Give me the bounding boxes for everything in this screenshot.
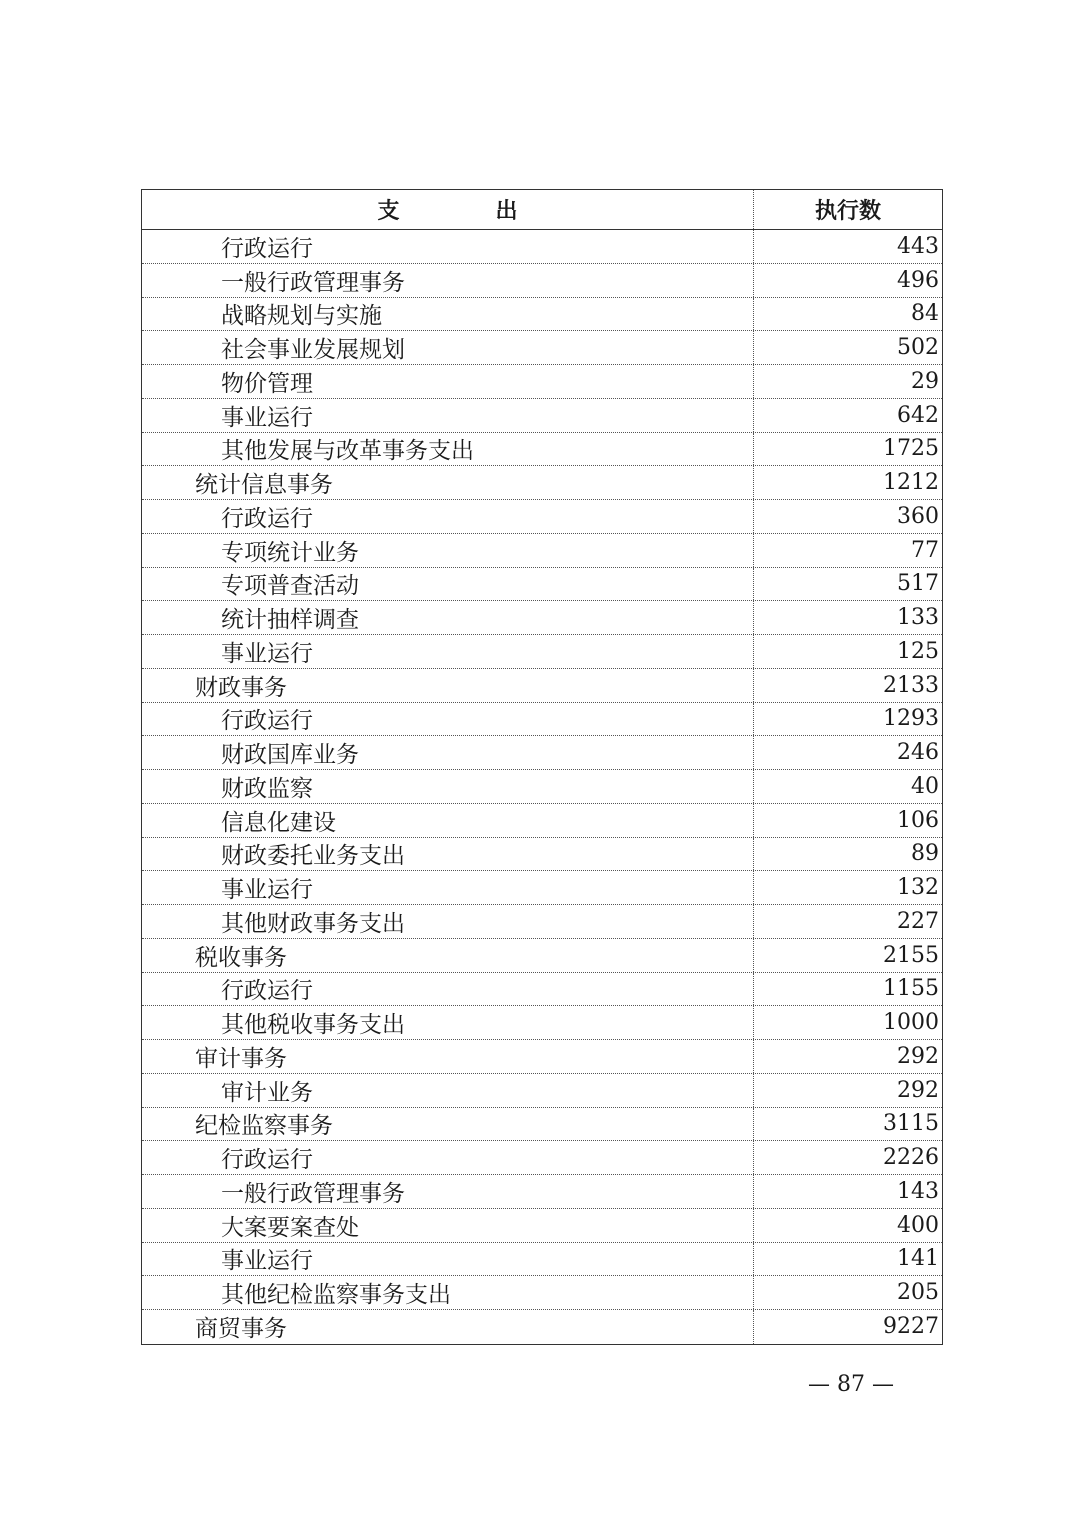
row-item-name: 审计事务 bbox=[142, 1040, 754, 1073]
table-row bbox=[142, 635, 942, 669]
table-row bbox=[142, 264, 942, 298]
header-expenditure-label: 支出 bbox=[377, 199, 614, 224]
table-body bbox=[142, 230, 942, 1344]
row-item-name: 其他财政事务支出 bbox=[142, 905, 754, 938]
row-executed-amount: 496 bbox=[897, 267, 939, 293]
row-executed-amount: 133 bbox=[897, 605, 939, 631]
table-row bbox=[142, 534, 942, 568]
row-executed-amount: 40 bbox=[911, 773, 939, 799]
table-row bbox=[142, 1074, 942, 1108]
row-executed-amount: 2226 bbox=[883, 1145, 939, 1171]
row-executed-amount: 3115 bbox=[883, 1111, 939, 1137]
row-executed-amount: 106 bbox=[897, 807, 939, 833]
row-executed-amount: 227 bbox=[897, 908, 939, 934]
row-item-name: 社会事业发展规划 bbox=[142, 331, 754, 364]
table-row bbox=[142, 1243, 942, 1277]
row-item-name: 审计业务 bbox=[142, 1074, 754, 1107]
table-row bbox=[142, 1276, 942, 1310]
table-row bbox=[142, 1108, 942, 1142]
table-row bbox=[142, 905, 942, 939]
row-item-name: 行政运行 bbox=[142, 973, 754, 1006]
row-executed-amount: 77 bbox=[911, 537, 939, 563]
table-row bbox=[142, 973, 942, 1007]
table-row bbox=[142, 1209, 942, 1243]
table-header-row bbox=[142, 190, 942, 230]
row-executed-amount: 1155 bbox=[883, 976, 939, 1002]
row-executed-amount: 1293 bbox=[883, 706, 939, 732]
page-number: — 87 — bbox=[808, 1372, 894, 1397]
row-item-name: 统计信息事务 bbox=[142, 466, 754, 499]
table-row bbox=[142, 1310, 942, 1344]
expenditure-table bbox=[141, 189, 943, 1345]
table-row bbox=[142, 804, 942, 838]
row-item-name: 一般行政管理事务 bbox=[142, 1175, 754, 1208]
row-executed-amount: 125 bbox=[897, 638, 939, 664]
table-row bbox=[142, 298, 942, 332]
table-row bbox=[142, 1141, 942, 1175]
row-executed-amount: 29 bbox=[911, 368, 939, 394]
row-item-name: 纪检监察事务 bbox=[142, 1108, 754, 1141]
row-executed-amount: 292 bbox=[897, 1077, 939, 1103]
row-item-name: 财政监察 bbox=[142, 770, 754, 803]
header-expenditure bbox=[142, 190, 754, 229]
table-row bbox=[142, 466, 942, 500]
row-executed-amount: 400 bbox=[897, 1212, 939, 1238]
row-item-name: 行政运行 bbox=[142, 703, 754, 736]
row-executed-amount: 1000 bbox=[883, 1010, 939, 1036]
row-item-name: 统计抽样调查 bbox=[142, 601, 754, 634]
row-executed-amount: 141 bbox=[897, 1246, 939, 1272]
table-row bbox=[142, 939, 942, 973]
table-row bbox=[142, 1040, 942, 1074]
row-item-name: 行政运行 bbox=[142, 1141, 754, 1174]
table-row bbox=[142, 1175, 942, 1209]
row-executed-amount: 642 bbox=[897, 402, 939, 428]
table-row bbox=[142, 601, 942, 635]
table-row bbox=[142, 399, 942, 433]
row-item-name: 行政运行 bbox=[142, 230, 754, 263]
row-executed-amount: 1725 bbox=[883, 436, 939, 462]
table-row bbox=[142, 838, 942, 872]
table-row bbox=[142, 433, 942, 467]
row-item-name: 事业运行 bbox=[142, 399, 754, 432]
table-row bbox=[142, 871, 942, 905]
table-row bbox=[142, 770, 942, 804]
row-item-name: 财政委托业务支出 bbox=[142, 838, 754, 871]
row-executed-amount: 2133 bbox=[883, 672, 939, 698]
row-executed-amount: 246 bbox=[897, 740, 939, 766]
row-executed-amount: 89 bbox=[911, 841, 939, 867]
row-item-name: 其他纪检监察事务支出 bbox=[142, 1276, 754, 1309]
row-executed-amount: 517 bbox=[897, 571, 939, 597]
table-row bbox=[142, 1006, 942, 1040]
row-item-name: 其他税收事务支出 bbox=[142, 1006, 754, 1039]
table-row bbox=[142, 331, 942, 365]
table-row bbox=[142, 500, 942, 534]
row-executed-amount: 502 bbox=[897, 335, 939, 361]
table-row bbox=[142, 736, 942, 770]
row-item-name: 一般行政管理事务 bbox=[142, 264, 754, 297]
row-item-name: 专项统计业务 bbox=[142, 534, 754, 567]
row-executed-amount: 360 bbox=[897, 503, 939, 529]
table-row bbox=[142, 669, 942, 703]
row-executed-amount: 292 bbox=[897, 1043, 939, 1069]
row-item-name: 其他发展与改革事务支出 bbox=[142, 433, 754, 466]
header-executed-amount: 执行数 bbox=[814, 199, 881, 224]
row-executed-amount: 143 bbox=[897, 1178, 939, 1204]
row-item-name: 商贸事务 bbox=[142, 1310, 754, 1344]
row-item-name: 战略规划与实施 bbox=[142, 298, 754, 331]
row-item-name: 事业运行 bbox=[142, 635, 754, 668]
row-item-name: 事业运行 bbox=[142, 1243, 754, 1276]
table-row bbox=[142, 230, 942, 264]
table-row bbox=[142, 703, 942, 737]
row-item-name: 大案要案查处 bbox=[142, 1209, 754, 1242]
row-item-name: 物价管理 bbox=[142, 365, 754, 398]
row-executed-amount: 84 bbox=[911, 301, 939, 327]
row-executed-amount: 205 bbox=[897, 1280, 939, 1306]
table-row bbox=[142, 568, 942, 602]
row-item-name: 事业运行 bbox=[142, 871, 754, 904]
row-executed-amount: 1212 bbox=[883, 470, 939, 496]
row-executed-amount: 132 bbox=[897, 875, 939, 901]
row-item-name: 信息化建设 bbox=[142, 804, 754, 837]
row-executed-amount: 443 bbox=[897, 233, 939, 259]
row-item-name: 专项普查活动 bbox=[142, 568, 754, 601]
row-item-name: 财政事务 bbox=[142, 669, 754, 702]
row-item-name: 税收事务 bbox=[142, 939, 754, 972]
table-row bbox=[142, 365, 942, 399]
row-executed-amount: 9227 bbox=[883, 1314, 939, 1340]
row-item-name: 行政运行 bbox=[142, 500, 754, 533]
row-executed-amount: 2155 bbox=[883, 942, 939, 968]
row-item-name: 财政国库业务 bbox=[142, 736, 754, 769]
